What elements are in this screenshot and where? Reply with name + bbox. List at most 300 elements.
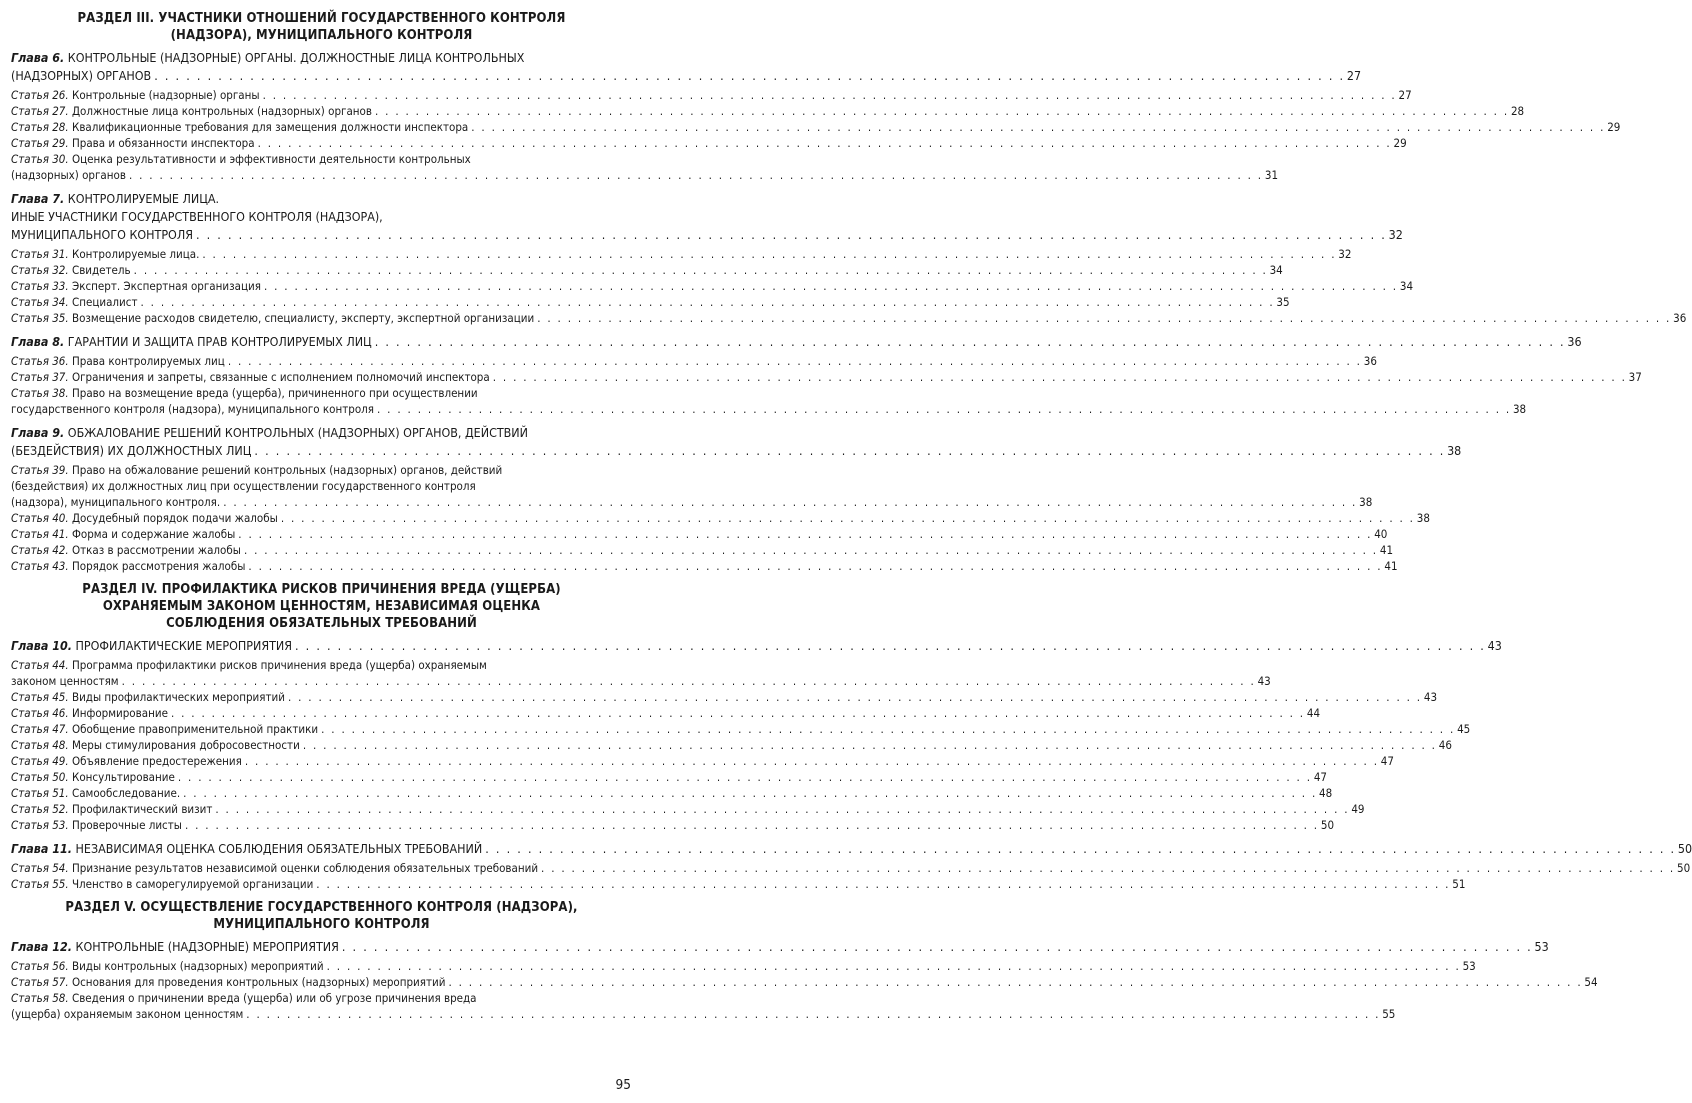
entry-line (11, 462, 632, 478)
chapter-label: Глава 10. (11, 638, 72, 653)
section-heading-line: СОБЛЮДЕНИЯ ОБЯЗАТЕЛЬНЫХ ТРЕБОВАНИЙ (166, 616, 477, 631)
leader-dots: . . . . . . . . . . . . . . . . . . . . . . . . . . . . . . . . . . . . . . . . . . . . . . . . . . . . . . . . . . . . . . . . . . . . . . . . . . . . . . . . . . . . . . . . . . . . . . . . . . . . . . . . . . . . . . . . (121, 674, 1256, 688)
entry-title: ПРОФИЛАКТИЧЕСКИЕ МЕРОПРИЯТИЯ (75, 638, 292, 653)
article-label: Статья 35. (11, 311, 69, 325)
entry-title: Контролируемые лица. (71, 247, 200, 261)
chapter-entry[interactable] (11, 637, 1502, 655)
page-ref: 27 (1398, 88, 1412, 102)
entry-line (11, 817, 1335, 833)
entry-text (11, 294, 138, 310)
entry-title: Отказ в рассмотрении жалобы (71, 543, 241, 557)
article-entry[interactable] (11, 119, 1621, 135)
entry-text (11, 262, 131, 278)
leader-dots: . . . . . . . . . . . . . . . . . . . . . . . . . . . . . . . . . . . . . . . . . . . . . . . . . . . . . . . . . . . . . . . . . . . . . . . . . . . . . . . . . . . . . . . . . . . . . . . . . . . . . . . . . . . . . . . . (227, 354, 1362, 368)
section-heading-line: ОХРАНЯЕМЫМ ЗАКОНОМ ЦЕННОСТЯМ, НЕЗАВИСИМАЯ ОЦЕНКА (102, 599, 541, 614)
entry-text (11, 119, 469, 135)
article-entry[interactable] (11, 785, 1333, 801)
article-label: Статья 44. (11, 658, 69, 672)
leader-dots: . . . . . . . . . . . . . . . . . . . . . . . . . . . . . . . . . . . . . . . . . . . . . . . . . . . . . . . . . . . . . . . . . . . . . . . . . . . . . . . . . . . . . . . . . . . . . . . . . . . . . . . . . . . . . . . . (133, 263, 1268, 277)
page-ref: 48 (1319, 786, 1333, 800)
entry-text (11, 876, 314, 892)
entry-text (11, 494, 221, 510)
entry-title: Возмещение расходов свидетелю, специалисту, эксперту, экспертной организации (71, 311, 535, 325)
leader-dots: . . . . . . . . . . . . . . . . . . . . . . . . . . . . . . . . . . . . . . . . . . . . . . . . . . . . . . . . . . . . . . . . . . . . . . . . . . . . . . . . . . . . . . . . . . . . . . . . . . . . . . . . . . . . . . . . (223, 495, 1358, 509)
entry-title: (БЕЗДЕЙСТВИЯ) ИХ ДОЛЖНОСТНЫХ ЛИЦ (11, 443, 252, 458)
entry-line (11, 442, 1462, 460)
entry-text (11, 191, 219, 206)
entry-line (11, 558, 1398, 574)
chapter-entry[interactable] (11, 333, 1582, 351)
chapter-entry[interactable] (11, 840, 1692, 858)
chapter-entry[interactable] (11, 424, 1462, 460)
entry-line (11, 478, 632, 494)
entry-title: Право на обжалование решений контрольных (надзорных) органов, действий (71, 463, 503, 477)
chapter-label: Глава 12. (11, 939, 72, 954)
entry-line (11, 67, 1362, 85)
entry-line (11, 385, 632, 401)
page-ref: 36 (1567, 334, 1582, 349)
article-entry[interactable] (11, 103, 1525, 119)
entry-text (11, 958, 324, 974)
page-ref: 53 (1462, 959, 1476, 973)
page-ref: 37 (1628, 370, 1642, 384)
entry-title: Профилактический визит (71, 802, 213, 816)
entry-line (11, 1006, 1396, 1022)
chapter-label: Глава 6. (11, 50, 65, 65)
entry-text (11, 67, 152, 85)
entry-line (11, 673, 1271, 689)
page-ref: 32 (1338, 247, 1352, 261)
article-entry[interactable] (11, 246, 1352, 262)
leader-dots: . . . . . . . . . . . . . . . . . . . . . . . . . . . . . . . . . . . . . . . . . . . . . . . . . . . . . . . . . . . . . . . . . . . . . . . . . . . . . . . . . . . . . . . . . . . . . . . . . . . . . . . . . . . . . . . . (374, 334, 1566, 349)
page-ref: 38 (1447, 443, 1462, 458)
leader-dots: . . . . . . . . . . . . . . . . . . . . . . . . . . . . . . . . . . . . . . . . . . . . . . . . . . . . . . . . . . . . . . . . . . . . . . . . . . . . . . . . . . . . . . . . . . . . . . . . . . . . . . . . . . . . . . . . (485, 841, 1676, 856)
entry-title: государственного контроля (надзора), муниципального контроля (11, 402, 375, 416)
leader-dots: . . . . . . . . . . . . . . . . . . . . . . . . . . . . . . . . . . . . . . . . . . . . . . . . . . . . . . . . . . . . . . . . . . . . . . . . . . . . . . . . . . . . . . . . . . . . . . . . . . . . . . . . . . . . . . . . (244, 754, 1379, 768)
entry-title: ОБЖАЛОВАНИЕ РЕШЕНИЙ КОНТРОЛЬНЫХ (НАДЗОРНЫХ) ОРГАНОВ, ДЕЙСТВИЙ (67, 425, 528, 440)
leader-dots: . . . . . . . . . . . . . . . . . . . . . . . . . . . . . . . . . . . . . . . . . . . . . . . . . . . . . . . . . . . . . . . . . . . . . . . . . . . . . . . . . . . . . . . . . . . . . . . . . . . . . . . . . . . . . . . . (321, 722, 1456, 736)
article-entry[interactable] (11, 262, 1283, 278)
leader-dots: . . . . . . . . . . . . . . . . . . . . . . . . . . . . . . . . . . . . . . . . . . . . . . . . . . . . . . . . . . . . . . . . . . . . . . . . . . . . . . . . . . . . . . . . . . . . . . . . . . . . . . . . . . . . . . . . (202, 247, 1337, 261)
article-entry[interactable] (11, 151, 1279, 183)
entry-title: КОНТРОЛЬНЫЕ (НАДЗОРНЫЕ) МЕРОПРИЯТИЯ (75, 939, 339, 954)
section-heading-line: РАЗДЕЛ V. ОСУЩЕСТВЛЕНИЕ ГОСУДАРСТВЕННОГО КОНТРОЛЯ (НАДЗОРА), (65, 900, 578, 915)
leader-dots: . . . . . . . . . . . . . . . . . . . . . . . . . . . . . . . . . . . . . . . . . . . . . . . . . . . . . . . . . . . . . . . . . . . . . . . . . . . . . . . . . . . . . . . . . . . . . . . . . . . . . . . . . . . . . . . . (541, 861, 1675, 875)
entry-text (11, 479, 476, 493)
entry-text (11, 353, 225, 369)
leader-dots: . . . . . . . . . . . . . . . . . . . . . . . . . . . . . . . . . . . . . . . . . . . . . . . . . . . . . . . . . . . . . . . . . . . . . . . . . . . . . . . . . . . . . . . . . . . . . . . . . . . . . . . . . . . . . . . . (246, 1007, 1381, 1021)
entry-line (11, 119, 1621, 135)
article-entry[interactable] (11, 721, 1471, 737)
entry-text (11, 401, 375, 417)
entry-line (11, 721, 1471, 737)
entry-line (11, 637, 1502, 655)
article-entry[interactable] (11, 462, 1373, 510)
section-heading-line: МУНИЦИПАЛЬНОГО КОНТРОЛЯ (213, 917, 430, 932)
article-entry[interactable] (11, 353, 1377, 369)
entry-title: Оценка результативности и эффективности деятельности контрольных (71, 152, 471, 166)
page-ref: 50 (1677, 841, 1692, 856)
chapter-entry[interactable] (11, 49, 1362, 85)
article-label: Статья 46. (11, 706, 69, 720)
entry-title: ИНЫЕ УЧАСТНИКИ ГОСУДАРСТВЕННОГО КОНТРОЛЯ (НАДЗОРА), (11, 209, 383, 224)
entry-line (11, 333, 1582, 351)
entry-title: Обобщение правоприменительной практики (71, 722, 319, 736)
article-entry[interactable] (11, 876, 1466, 892)
article-label: Статья 39. (11, 463, 69, 477)
article-entry[interactable] (11, 558, 1398, 574)
article-label: Статья 28. (11, 120, 69, 134)
article-entry[interactable] (11, 689, 1438, 705)
chapter-label: Глава 7. (11, 191, 65, 206)
article-label: Статья 29. (11, 136, 69, 150)
article-entry[interactable] (11, 278, 1414, 294)
leader-dots: . . . . . . . . . . . . . . . . . . . . . . . . . . . . . . . . . . . . . . . . . . . . . . . . . . . . . . . . . . . . . . . . . . . . . . . . . . . . . . . . . . . . . . . . . . . . . . . . . . . . . . . . . . . . . . . . (184, 818, 1319, 832)
entry-title: НЕЗАВИСИМАЯ ОЦЕНКА СОБЛЮДЕНИЯ ОБЯЗАТЕЛЬНЫХ ТРЕБОВАНИЙ (75, 841, 483, 856)
entry-line (11, 278, 1414, 294)
article-label: Статья 55. (11, 877, 69, 891)
entry-text (11, 737, 300, 753)
entry-text (11, 526, 236, 542)
article-label: Статья 54. (11, 861, 69, 875)
entry-title: Ограничения и запреты, связанные с исполнением полномочий инспектора (71, 370, 490, 384)
entry-title: Порядок рассмотрения жалобы (71, 559, 246, 573)
page-ref: 43 (1423, 690, 1438, 704)
page-ref: 28 (1510, 104, 1525, 118)
leader-dots: . . . . . . . . . . . . . . . . . . . . . . . . . . . . . . . . . . . . . . . . . . . . . . . . . . . . . . . . . . . . . . . . . . . . . . . . . . . . . . . . . . . . . . . . . . . . . . . . . . . . . . . . . . . . . . . . (471, 120, 1606, 134)
entry-title: Форма и содержание жалобы (71, 527, 236, 541)
page-ref: 31 (1264, 168, 1279, 182)
page-ref: 35 (1276, 295, 1290, 309)
entry-text (11, 817, 182, 833)
entry-text (11, 840, 483, 858)
page-ref: 45 (1457, 722, 1471, 736)
page-ref: 54 (1584, 975, 1598, 989)
entry-text (11, 658, 487, 672)
leader-dots: . . . . . . . . . . . . . . . . . . . . . . . . . . . . . . . . . . . . . . . . . . . . . . . . . . . . . . . . . . . . . . . . . . . . . . . . . . . . . . . . . . . . . . . . . . . . . . . . . . . . . . . . . . . . . . . . (177, 770, 1312, 784)
article-label: Статья 47. (11, 722, 69, 736)
entry-text (11, 974, 446, 990)
entry-text (11, 103, 372, 119)
article-label: Статья 37. (11, 370, 69, 384)
article-entry[interactable] (11, 860, 1691, 876)
entry-text (11, 246, 200, 262)
entry-line (11, 753, 1394, 769)
page-ref: 29 (1607, 120, 1621, 134)
entry-title: законом ценностям (11, 674, 119, 688)
section-heading (11, 10, 632, 44)
entry-text (11, 369, 490, 385)
toc-chapter (11, 190, 1687, 326)
article-entry[interactable] (11, 135, 1407, 151)
toc-chapter (11, 424, 1462, 574)
entry-text (11, 333, 372, 351)
page-ref: 43 (1487, 638, 1502, 653)
leader-dots: . . . . . . . . . . . . . . . . . . . . . . . . . . . . . . . . . . . . . . . . . . . . . . . . . . . . . . . . . . . . . . . . . . . . . . . . . . . . . . . . . . . . . . . . . . . . . . . . . . . . . . . . . . . . . . . . (263, 279, 1398, 293)
article-entry[interactable] (11, 310, 1687, 326)
page-ref: 34 (1399, 279, 1414, 293)
entry-line (11, 958, 1476, 974)
entry-title: Проверочные листы (71, 818, 182, 832)
leader-dots: . . . . . . . . . . . . . . . . . . . . . . . . . . . . . . . . . . . . . . . . . . . . . . . . . . . . . . . . . . . . . . . . . . . . . . . . . . . . . . . . . . . . . . . . . . . . . . . . . . . . . . . . . . . . . . . . (280, 511, 1415, 525)
page-ref: 38 (1512, 402, 1527, 416)
entry-line (11, 190, 632, 208)
page-ref: 36 (1673, 311, 1687, 325)
entry-line (11, 801, 1365, 817)
leader-dots: . . . . . . . . . . . . . . . . . . . . . . . . . . . . . . . . . . . . . . . . . . . . . . . . . . . . . . . . . . . . . . . . . . . . . . . . . . . . . . . . . . . . . . . . . . . . . . . . . . . . . . . . . . . . . . . . (287, 690, 1422, 704)
leader-dots: . . . . . . . . . . . . . . . . . . . . . . . . . . . . . . . . . . . . . . . . . . . . . . . . . . . . . . . . . . . . . . . . . . . . . . . . . . . . . . . . . . . . . . . . . . . . . . . . . . . . . . . . . . . . . . . . (238, 527, 1373, 541)
entry-title: Меры стимулирования добросовестности (71, 738, 300, 752)
toc-chapter (11, 938, 1598, 1022)
entry-title: Досудебный порядок подачи жалобы (71, 511, 278, 525)
entry-title: Признание результатов независимой оценки соблюдения обязательных требований (71, 861, 539, 875)
page-ref: 38 (1416, 511, 1430, 525)
entry-title: КОНТРОЛЬНЫЕ (НАДЗОРНЫЕ) ОРГАНЫ. ДОЛЖНОСТНЫЕ ЛИЦА КОНТРОЛЬНЫХ (67, 50, 525, 65)
leader-dots: . . . . . . . . . . . . . . . . . . . . . . . . . . . . . . . . . . . . . . . . . . . . . . . . . . . . . . . . . . . . . . . . . . . . . . . . . . . . . . . . . . . . . . . . . . . . . . . . . . . . . . . . . . . . . . . . (154, 68, 1345, 83)
page-ref: 44 (1306, 706, 1321, 720)
leader-dots: . . . . . . . . . . . . . . . . . . . . . . . . . . . . . . . . . . . . . . . . . . . . . . . . . . . . . . . . . . . . . . . . . . . . . . . . . . . . . . . . . . . . . . . . . . . . . . . . . . . . . . . . . . . . . . . . (128, 168, 1263, 182)
entry-title: Консультирование (71, 770, 175, 784)
entry-title: Права и обязанности инспектора (71, 136, 255, 150)
entry-line (11, 785, 1333, 801)
entry-text (11, 673, 119, 689)
leader-dots: . . . . . . . . . . . . . . . . . . . . . . . . . . . . . . . . . . . . . . . . . . . . . . . . . . . . . . . . . . . . . . . . . . . . . . . . . . . . . . . . . . . . . . . . . . . . . . . . . . . . . . . . . . . . . . . . (302, 738, 1437, 752)
section-heading-line: (НАДЗОРА), МУНИЦИПАЛЬНОГО КОНТРОЛЯ (170, 28, 473, 43)
page-ref: 43 (1257, 674, 1271, 688)
entry-text (11, 135, 255, 151)
entry-text (11, 386, 478, 400)
chapter-entry[interactable] (11, 190, 1403, 244)
article-entry[interactable] (11, 87, 1412, 103)
page-ref: 27 (1346, 68, 1362, 83)
article-entry[interactable] (11, 737, 1452, 753)
article-entry[interactable] (11, 526, 1388, 542)
page-ref: 41 (1384, 559, 1398, 573)
article-entry[interactable] (11, 958, 1476, 974)
article-label: Статья 42. (11, 543, 69, 557)
entry-text (11, 209, 383, 224)
article-entry[interactable] (11, 974, 1598, 990)
toc-chapter (11, 637, 1502, 833)
page-ref: 49 (1351, 802, 1365, 816)
entry-line (11, 103, 1525, 119)
article-entry[interactable] (11, 705, 1321, 721)
article-entry[interactable] (11, 510, 1430, 526)
article-label: Статья 53. (11, 818, 69, 832)
entry-line (11, 208, 632, 226)
entry-line (11, 840, 1692, 858)
article-entry[interactable] (11, 990, 1396, 1022)
entry-line (11, 526, 1388, 542)
article-entry[interactable] (11, 294, 1290, 310)
section-heading (11, 899, 632, 933)
entry-title: Членство в саморегулируемой организации (71, 877, 314, 891)
leader-dots: . . . . . . . . . . . . . . . . . . . . . . . . . . . . . . . . . . . . . . . . . . . . . . . . . . . . . . . . . . . . . . . . . . . . . . . . . . . . . . . . . . . . . . . . . . . . . . . . . . . . . . . . . . . . . . . . (326, 959, 1461, 973)
page-number: 95 (615, 1077, 631, 1093)
entry-line (11, 769, 1327, 785)
entry-text (11, 226, 193, 244)
article-label: Статья 34. (11, 295, 69, 309)
entry-title: (надзорных) органов (11, 168, 126, 182)
article-label: Статья 58. (11, 991, 69, 1005)
leader-dots: . . . . . . . . . . . . . . . . . . . . . . . . . . . . . . . . . . . . . . . . . . . . . . . . . . . . . . . . . . . . . . . . . . . . . . . . . . . . . . . . . . . . . . . . . . . . . . . . . . . . . . . . . . . . . . . . (316, 877, 1451, 891)
chapter-label: Глава 11. (11, 841, 72, 856)
entry-line (11, 246, 1352, 262)
chapter-label: Глава 9. (11, 425, 65, 440)
entry-text (11, 689, 285, 705)
page-ref: 32 (1388, 227, 1403, 242)
entry-text (11, 753, 242, 769)
entry-title: (бездействия) их должностных лиц при осуществлении государственного контроля (11, 479, 476, 493)
section-heading-line: РАЗДЕЛ IV. ПРОФИЛАКТИКА РИСКОВ ПРИЧИНЕНИЯ ВРЕДА (УЩЕРБА) (82, 582, 561, 597)
entry-title: МУНИЦИПАЛЬНОГО КОНТРОЛЯ (11, 227, 193, 242)
entry-title: Контрольные (надзорные) органы (71, 88, 260, 102)
table-of-contents (11, 10, 1692, 1029)
entry-title: Информирование (71, 706, 168, 720)
entry-title: (НАДЗОРНЫХ) ОРГАНОВ (11, 68, 152, 83)
entry-line (11, 226, 1403, 244)
entry-line (11, 135, 1407, 151)
entry-title: Объявление предостережения (71, 754, 242, 768)
article-label: Статья 48. (11, 738, 69, 752)
page-ref: 55 (1382, 1007, 1396, 1021)
entry-line (11, 401, 1527, 417)
entry-text (11, 801, 213, 817)
entry-title: Программа профилактики рисков причинения вреда (ущерба) охраняемым (71, 658, 487, 672)
entry-title: Виды контрольных (надзорных) мероприятий (71, 959, 324, 973)
entry-text (11, 463, 502, 477)
page-ref: 29 (1393, 136, 1407, 150)
entry-line (11, 424, 632, 442)
page-ref: 36 (1363, 354, 1377, 368)
article-label: Статья 26. (11, 88, 69, 102)
page-ref: 46 (1438, 738, 1452, 752)
chapter-label: Глава 8. (11, 334, 65, 349)
leader-dots: . . . . . . . . . . . . . . . . . . . . . . . . . . . . . . . . . . . . . . . . . . . . . . . . . . . . . . . . . . . . . . . . . . . . . . . . . . . . . . . . . . . . . . . . . . . . . . . . . . . . . . . . . . . . . . . . (140, 295, 1275, 309)
entry-title: Квалификационные требования для замещения должности инспектора (71, 120, 469, 134)
article-entry[interactable] (11, 369, 1642, 385)
entry-line (11, 542, 1394, 558)
leader-dots: . . . . . . . . . . . . . . . . . . . . . . . . . . . . . . . . . . . . . . . . . . . . . . . . . . . . . . . . . . . . . . . . . . . . . . . . . . . . . . . . . . . . . . . . . . . . . . . . . . . . . . . . . . . . . . . . (215, 802, 1350, 816)
article-label: Статья 56. (11, 959, 69, 973)
entry-title: Права контролируемых лиц (71, 354, 225, 368)
leader-dots: . . . . . . . . . . . . . . . . . . . . . . . . . . . . . . . . . . . . . . . . . . . . . . . . . . . . . . . . . . . . . . . . . . . . . . . . . . . . . . . . . . . . . . . . . . . . . . . . . . . . . . . . . . . . . . . . (375, 104, 1509, 118)
entry-title: Должностные лица контрольных (надзорных) органов (71, 104, 372, 118)
toc-chapter (11, 49, 1621, 183)
section-heading (11, 581, 632, 632)
page-ref: 51 (1452, 877, 1466, 891)
section-heading-line: РАЗДЕЛ III. УЧАСТНИКИ ОТНОШЕНИЙ ГОСУДАРСТВЕННОГО КОНТРОЛЯ (77, 11, 566, 26)
article-label: Статья 27. (11, 104, 69, 118)
leader-dots: . . . . . . . . . . . . . . . . . . . . . . . . . . . . . . . . . . . . . . . . . . . . . . . . . . . . . . . . . . . . . . . . . . . . . . . . . . . . . . . . . . . . . . . . . . . . . . . . . . . . . . . . . . . . . . . . (262, 88, 1397, 102)
entry-text (11, 769, 175, 785)
leader-dots: . . . . . . . . . . . . . . . . . . . . . . . . . . . . . . . . . . . . . . . . . . . . . . . . . . . . . . . . . . . . . . . . . . . . . . . . . . . . . . . . . . . . . . . . . . . . . . . . . . . . . . . . . . . . . . . . (195, 227, 1387, 242)
article-entry[interactable] (11, 657, 1271, 689)
entry-text (11, 705, 168, 721)
article-label: Статья 32. (11, 263, 69, 277)
article-entry[interactable] (11, 769, 1327, 785)
leader-dots: . . . . . . . . . . . . . . . . . . . . . . . . . . . . . . . . . . . . . . . . . . . . . . . . . . . . . . . . . . . . . . . . . . . . . . . . . . . . . . . . . . . . . . . . . . . . . . . . . . . . . . . . . . . . . . . . (537, 311, 1672, 325)
page-ref: 40 (1374, 527, 1388, 541)
article-label: Статья 36. (11, 354, 69, 368)
page-ref: 47 (1380, 754, 1394, 768)
article-entry[interactable] (11, 753, 1394, 769)
toc-section (11, 899, 1598, 1022)
page-ref: 41 (1379, 543, 1394, 557)
toc-section (11, 581, 1692, 892)
entry-line (11, 167, 1279, 183)
toc-chapter (11, 840, 1692, 892)
entry-title: Свидетель (71, 263, 131, 277)
entry-text (11, 87, 260, 103)
entry-line (11, 737, 1452, 753)
leader-dots: . . . . . . . . . . . . . . . . . . . . . . . . . . . . . . . . . . . . . . . . . . . . . . . . . . . . . . . . . . . . . . . . . . . . . . . . . . . . . . . . . . . . . . . . . . . . . . . . . . . . . . . . . . . . . . . . (170, 706, 1305, 720)
article-entry[interactable] (11, 385, 1527, 417)
entry-line (11, 510, 1430, 526)
leader-dots: . . . . . . . . . . . . . . . . . . . . . . . . . . . . . . . . . . . . . . . . . . . . . . . . . . . . . . . . . . . . . . . . . . . . . . . . . . . . . . . . . . . . . . . . . . . . . . . . . . . . . . . . . . . . . . . . (448, 975, 1583, 989)
page-ref: 38 (1359, 495, 1373, 509)
entry-title: Эксперт. Экспертная организация (71, 279, 261, 293)
leader-dots: . . . . . . . . . . . . . . . . . . . . . . . . . . . . . . . . . . . . . . . . . . . . . . . . . . . . . . . . . . . . . . . . . . . . . . . . . . . . . . . . . . . . . . . . . . . . . . . . . . . . . . . . . . . . . . . . (294, 638, 1486, 653)
entry-line (11, 860, 1691, 876)
entry-text (11, 167, 126, 183)
entry-text (11, 278, 261, 294)
article-entry[interactable] (11, 801, 1365, 817)
entry-line (11, 369, 1642, 385)
article-entry[interactable] (11, 542, 1394, 558)
entry-text (11, 1006, 244, 1022)
article-label: Статья 45. (11, 690, 69, 704)
article-label: Статья 52. (11, 802, 69, 816)
leader-dots: . . . . . . . . . . . . . . . . . . . . . . . . . . . . . . . . . . . . . . . . . . . . . . . . . . . . . . . . . . . . . . . . . . . . . . . . . . . . . . . . . . . . . . . . . . . . . . . . . . . . . . . . . . . . . . . . (254, 443, 1446, 458)
entry-line (11, 310, 1687, 326)
entry-text (11, 310, 535, 326)
page-ref: 50 (1320, 818, 1335, 832)
entry-title: Специалист (71, 295, 138, 309)
entry-title: Виды профилактических мероприятий (71, 690, 285, 704)
leader-dots: . . . . . . . . . . . . . . . . . . . . . . . . . . . . . . . . . . . . . . . . . . . . . . . . . . . . . . . . . . . . . . . . . . . . . . . . . . . . . . . . . . . . . . . . . . . . . . . . . . . . . . . . . . . . . . . . (243, 543, 1378, 557)
article-label: Статья 31. (11, 247, 69, 261)
leader-dots: . . . . . . . . . . . . . . . . . . . . . . . . . . . . . . . . . . . . . . . . . . . . . . . . . . . . . . . . . . . . . . . . . . . . . . . . . . . . . . . . . . . . . . . . . . . . . . . . . . . . . . . . . . . . . . . . (377, 402, 1511, 416)
leader-dots: . . . . . . . . . . . . . . . . . . . . . . . . . . . . . . . . . . . . . . . . . . . . . . . . . . . . . . . . . . . . . . . . . . . . . . . . . . . . . . . . . . . . . . . . . . . . . . . . . . . . . . . . . . . . . . . . (492, 370, 1627, 384)
entry-line (11, 262, 1283, 278)
entry-title: (надзора), муниципального контроля. (11, 495, 221, 509)
leader-dots: . . . . . . . . . . . . . . . . . . . . . . . . . . . . . . . . . . . . . . . . . . . . . . . . . . . . . . . . . . . . . . . . . . . . . . . . . . . . . . . . . . . . . . . . . . . . . . . . . . . . . . . . . . . . . . . . (257, 136, 1392, 150)
entry-line (11, 294, 1290, 310)
entry-text (11, 542, 241, 558)
page-ref: 34 (1269, 263, 1283, 277)
entry-text (11, 785, 181, 801)
entry-text (11, 721, 319, 737)
entry-text (11, 510, 278, 526)
article-entry[interactable] (11, 817, 1335, 833)
article-label: Статья 49. (11, 754, 69, 768)
entry-text (11, 938, 339, 956)
leader-dots: . . . . . . . . . . . . . . . . . . . . . . . . . . . . . . . . . . . . . . . . . . . . . . . . . . . . . . . . . . . . . . . . . . . . . . . . . . . . . . . . . . . . . . . . . . . . . . . . . . . . . . . . . . . . . . . . (183, 786, 1318, 800)
entry-title: Сведения о причинении вреда (ущерба) или об угрозе причинения вреда (71, 991, 477, 1005)
entry-text (11, 442, 252, 460)
toc-section (11, 10, 1687, 574)
entry-line (11, 974, 1598, 990)
entry-line (11, 49, 632, 67)
toc-chapter (11, 333, 1642, 417)
chapter-entry[interactable] (11, 938, 1549, 956)
article-label: Статья 40. (11, 511, 69, 525)
article-label: Статья 41. (11, 527, 69, 541)
page-ref: 47 (1313, 770, 1327, 784)
entry-line (11, 87, 1412, 103)
entry-title: КОНТРОЛИРУЕМЫЕ ЛИЦА. (67, 191, 220, 206)
